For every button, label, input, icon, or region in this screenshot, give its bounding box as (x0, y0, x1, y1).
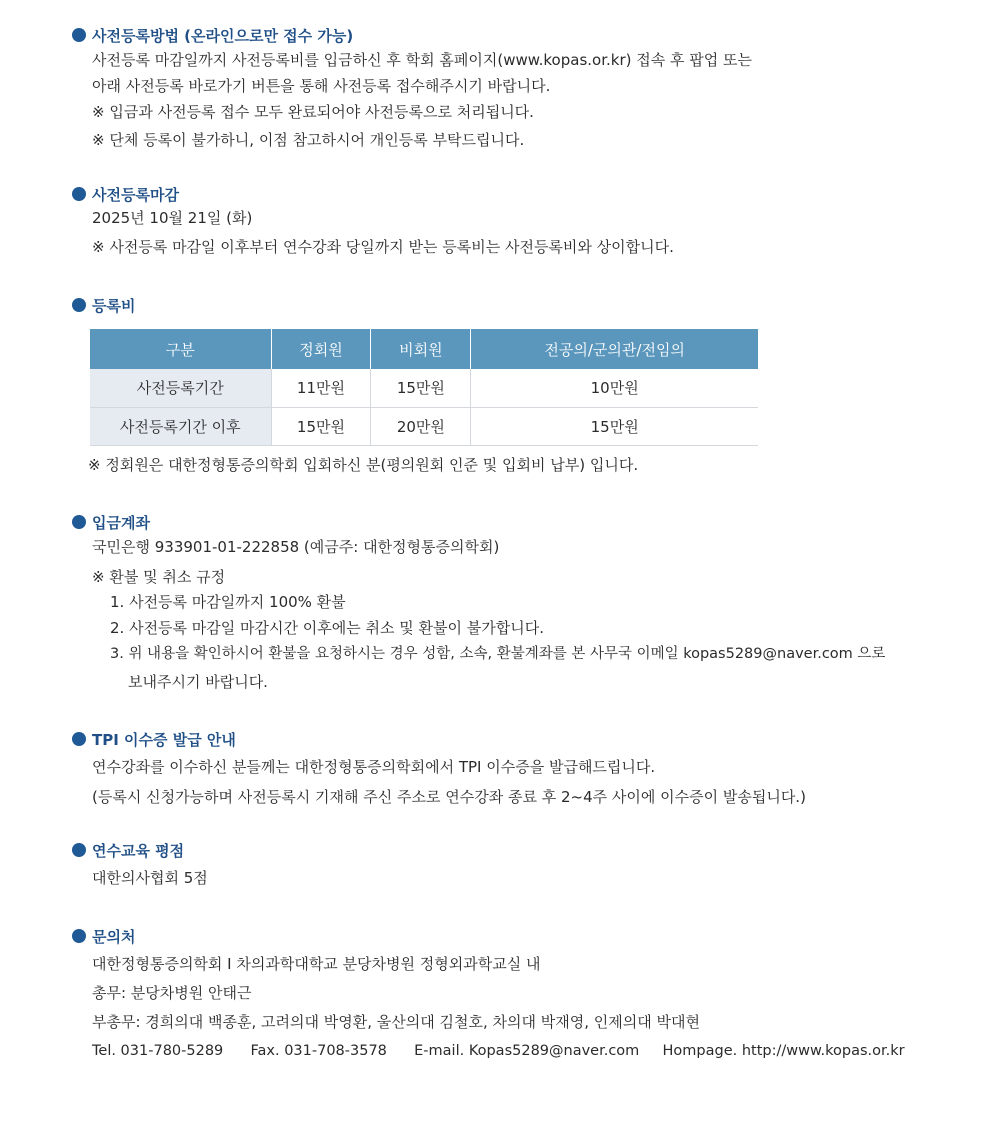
contact-vice-secretaries: 부총무: 경희의대 백종훈, 고려의대 박영환, 울산의대 김철호, 차의대 박재영, 인제의대 박대현 (92, 1013, 700, 1031)
refund-item-1: 1. 사전등록 마감일까지 100% 환불 (110, 593, 346, 611)
section-tpi-header (72, 728, 236, 750)
refund-policy-title: ※ 환불 및 취소 규정 (92, 568, 226, 586)
fee-note: ※ 정회원은 대한정형통증의학회 입회하신 분(평의원회 인준 및 입회비 납부) 입니다. (88, 456, 639, 474)
section-method-title: 사전등록방법 (온라인으로만 접수 가능) (92, 26, 354, 45)
bullet-dot-icon (72, 187, 86, 201)
fee-header-nonmember: 비회원 (371, 329, 471, 369)
bullet-dot-icon (72, 929, 86, 943)
contact-tel: Tel. 031-780-5289 (92, 1043, 224, 1059)
section-deadline-header (72, 183, 179, 205)
contact-details (92, 1041, 905, 1061)
section-account-header (72, 511, 150, 533)
contact-org: 대한정형통증의학회 I 차의과학대학교 분당차병원 정형외과학교실 내 (92, 955, 541, 973)
fee-cell: 15만원 (471, 407, 758, 445)
fee-table (90, 329, 758, 446)
fee-header-resident: 전공의/군의관/전임의 (471, 329, 758, 369)
contact-fax: Fax. 031-708-3578 (250, 1043, 387, 1059)
section-account-title: 입금계좌 (92, 513, 150, 532)
method-note-1: ※ 입금과 사전등록 접수 모두 완료되어야 사전등록으로 처리됩니다. (92, 103, 534, 121)
tpi-line-1: 연수강좌를 이수하신 분들께는 대한정형통증의학회에서 TPI 이수증을 발급해드립니다. (92, 758, 656, 776)
bullet-dot-icon (72, 843, 86, 857)
method-line-1: 사전등록 마감일까지 사전등록비를 입금하신 후 학회 홈페이지(www.kopas.or.kr) 접속 후 팝업 또는 (92, 51, 752, 69)
contact-homepage[interactable]: Hompage. http://www.kopas.or.kr (662, 1043, 905, 1059)
section-fee-title: 등록비 (92, 296, 136, 315)
fee-cell: 15만원 (271, 407, 371, 445)
tpi-line-2: (등록시 신청가능하며 사전등록시 기재해 주신 주소로 연수강좌 종료 후 2~4주 사이에 이수증이 발송됩니다.) (92, 788, 806, 806)
contact-secretary: 총무: 분당차병원 안태근 (92, 984, 252, 1002)
bullet-dot-icon (72, 515, 86, 529)
section-deadline-title: 사전등록마감 (92, 185, 179, 204)
section-education-title: 연수교육 평점 (92, 841, 185, 860)
bullet-dot-icon (72, 298, 86, 312)
fee-row-label: 사전등록기간 (90, 369, 271, 407)
fee-cell: 10만원 (471, 369, 758, 407)
fee-cell: 15만원 (371, 369, 471, 407)
bullet-dot-icon (72, 28, 86, 42)
section-tpi-title: TPI 이수증 발급 안내 (92, 730, 236, 749)
fee-cell: 11만원 (271, 369, 371, 407)
fee-cell: 20만원 (371, 407, 471, 445)
account-number: 국민은행 933901-01-222858 (예금주: 대한정형통증의학회) (92, 538, 500, 556)
refund-item-2: 2. 사전등록 마감일 마감시간 이후에는 취소 및 환불이 불가합니다. (110, 619, 544, 637)
method-line-2: 아래 사전등록 바로가기 버튼을 통해 사전등록 접수해주시기 바랍니다. (92, 77, 551, 95)
section-fee-header (72, 294, 135, 316)
fee-row-label: 사전등록기간 이후 (90, 407, 271, 445)
section-contact-header (72, 925, 135, 947)
section-method-header (72, 24, 353, 46)
fee-header-category: 구분 (90, 329, 271, 369)
table-row (90, 369, 758, 407)
table-row (90, 407, 758, 445)
fee-table-header-row (90, 329, 758, 369)
deadline-note: ※ 사전등록 마감일 이후부터 연수강좌 당일까지 받는 등록비는 사전등록비와 상이합니다. (92, 238, 674, 256)
bullet-dot-icon (72, 732, 86, 746)
section-education-header (72, 839, 184, 861)
fee-header-member: 정회원 (271, 329, 371, 369)
refund-item-3-cont: 보내주시기 바랍니다. (128, 673, 268, 691)
contact-email[interactable]: E-mail. Kopas5289@naver.com (414, 1043, 640, 1059)
refund-item-3: 3. 위 내용을 확인하시어 환불을 요청하시는 경우 성함, 소속, 환불계좌를 본 사무국 이메일 kopas5289@naver.com 으로 (110, 646, 886, 662)
education-credits: 대한의사협회 5점 (92, 869, 208, 887)
section-contact-title: 문의처 (92, 927, 136, 946)
deadline-date: 2025년 10월 21일 (화) (92, 209, 253, 227)
method-note-2: ※ 단체 등록이 불가하니, 이점 참고하시어 개인등록 부탁드립니다. (92, 131, 525, 149)
